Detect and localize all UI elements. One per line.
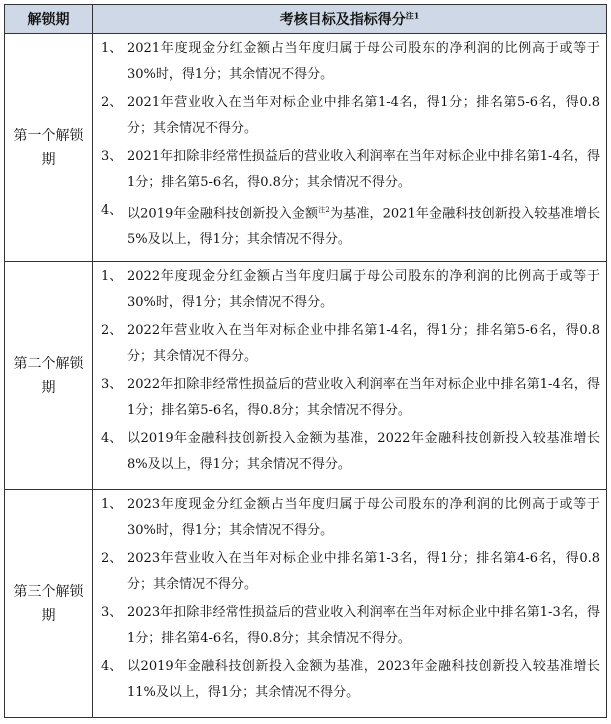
- goal-item: [101, 654, 600, 705]
- goal-item: [101, 90, 600, 141]
- period-label: 第三个解锁期: [5, 490, 93, 718]
- goal-text-before-note: 以2019年金融科技创新投入金额: [127, 206, 319, 222]
- goal-number: 3、: [101, 149, 123, 164]
- goal-text: 2023年度现金分红金额占当年度归属于母公司股东的净利润的比例高于或等于30%时，得1分；其余情况不得分。: [127, 497, 600, 538]
- table-row-period-3: [5, 490, 607, 718]
- goal-number: 3、: [101, 377, 123, 392]
- goal-text: 2021年度现金分红金额占当年度归属于母公司股东的净利润的比例高于或等于30%时，得1分；其余情况不得分。: [127, 41, 600, 82]
- goal-text: 以2019年金融科技创新投入金额为基准，2023年金融科技创新投入较基准增长11%及以上，得1分；其余情况不得分。: [127, 659, 600, 700]
- goal-text: 2021年营业收入在当年对标企业中排名第1-4名，得1分；排名第5-6名，得0.8分；其余情况不得分。: [127, 95, 600, 136]
- goal-text: 2023年营业收入在当年对标企业中排名第1-3名，得1分；排名第4-6名，得0.8分；其余情况不得分。: [127, 551, 600, 592]
- period-label: 第一个解锁期: [5, 34, 93, 262]
- goal-item: [101, 426, 600, 477]
- header-row: [5, 5, 607, 34]
- goal-item: [101, 36, 600, 87]
- goal-footnote-marker: 注2: [318, 206, 330, 214]
- goal-text-after-note: 为基准，2021年金融科技创新投入较基准增长5%及以上，得1分；其余情况不得分。: [127, 206, 600, 247]
- goal-item: [101, 372, 600, 423]
- period-goals: [93, 34, 607, 262]
- table-row-period-1: [5, 34, 607, 262]
- header-goals-note: 注1: [405, 10, 420, 21]
- goal-text: 以2019年金融科技创新投入金额为基准，2022年金融科技创新投入较基准增长8%及以上，得1分；其余情况不得分。: [127, 431, 600, 472]
- goal-text: 2022年营业收入在当年对标企业中排名第1-4名，得1分；排名第5-6名，得0.8分；其余情况不得分。: [127, 323, 600, 364]
- goal-number: 4、: [101, 431, 123, 446]
- header-goals: [93, 5, 607, 34]
- period-goals: [93, 262, 607, 490]
- goal-item: [101, 264, 600, 315]
- goal-number: 2、: [101, 551, 123, 566]
- goal-item: [101, 318, 600, 369]
- goal-item: [101, 492, 600, 543]
- goal-text: 2021年扣除非经常性损益后的营业收入利润率在当年对标企业中排名第1-4名，得1分；排名第5-6名，得0.8分；其余情况不得分。: [127, 149, 600, 190]
- period-label: 第二个解锁期: [5, 262, 93, 490]
- goal-number: 4、: [101, 203, 123, 218]
- goal-item: [101, 546, 600, 597]
- period-goals: [93, 490, 607, 718]
- goal-number: 4、: [101, 659, 123, 674]
- assessment-table-wrapper: [4, 4, 607, 718]
- assessment-table: [4, 4, 607, 718]
- goal-number: 1、: [101, 41, 123, 56]
- goal-text: 2022年扣除非经常性损益后的营业收入利润率在当年对标企业中排名第1-4名，得1分；排名第5-6名，得0.8分；其余情况不得分。: [127, 377, 600, 418]
- goal-item: [101, 144, 600, 195]
- goal-number: 2、: [101, 323, 123, 338]
- header-goals-label: 考核目标及指标得分: [279, 12, 406, 28]
- goal-text: [127, 198, 600, 252]
- goal-number: 1、: [101, 497, 123, 512]
- table-row-period-2: [5, 262, 607, 490]
- goal-number: 2、: [101, 95, 123, 110]
- goal-number: 3、: [101, 605, 123, 620]
- goal-item: [101, 198, 600, 252]
- goal-number: 1、: [101, 269, 123, 284]
- header-unlock-period: 解锁期: [5, 5, 93, 34]
- goal-text: 2023年扣除非经常性损益后的营业收入利润率在当年对标企业中排名第1-3名，得1分；排名第4-6名，得0.8分；其余情况不得分。: [127, 605, 600, 646]
- goal-text: 2022年度现金分红金额占当年度归属于母公司股东的净利润的比例高于或等于30%时，得1分；其余情况不得分。: [127, 269, 600, 310]
- goal-item: [101, 600, 600, 651]
